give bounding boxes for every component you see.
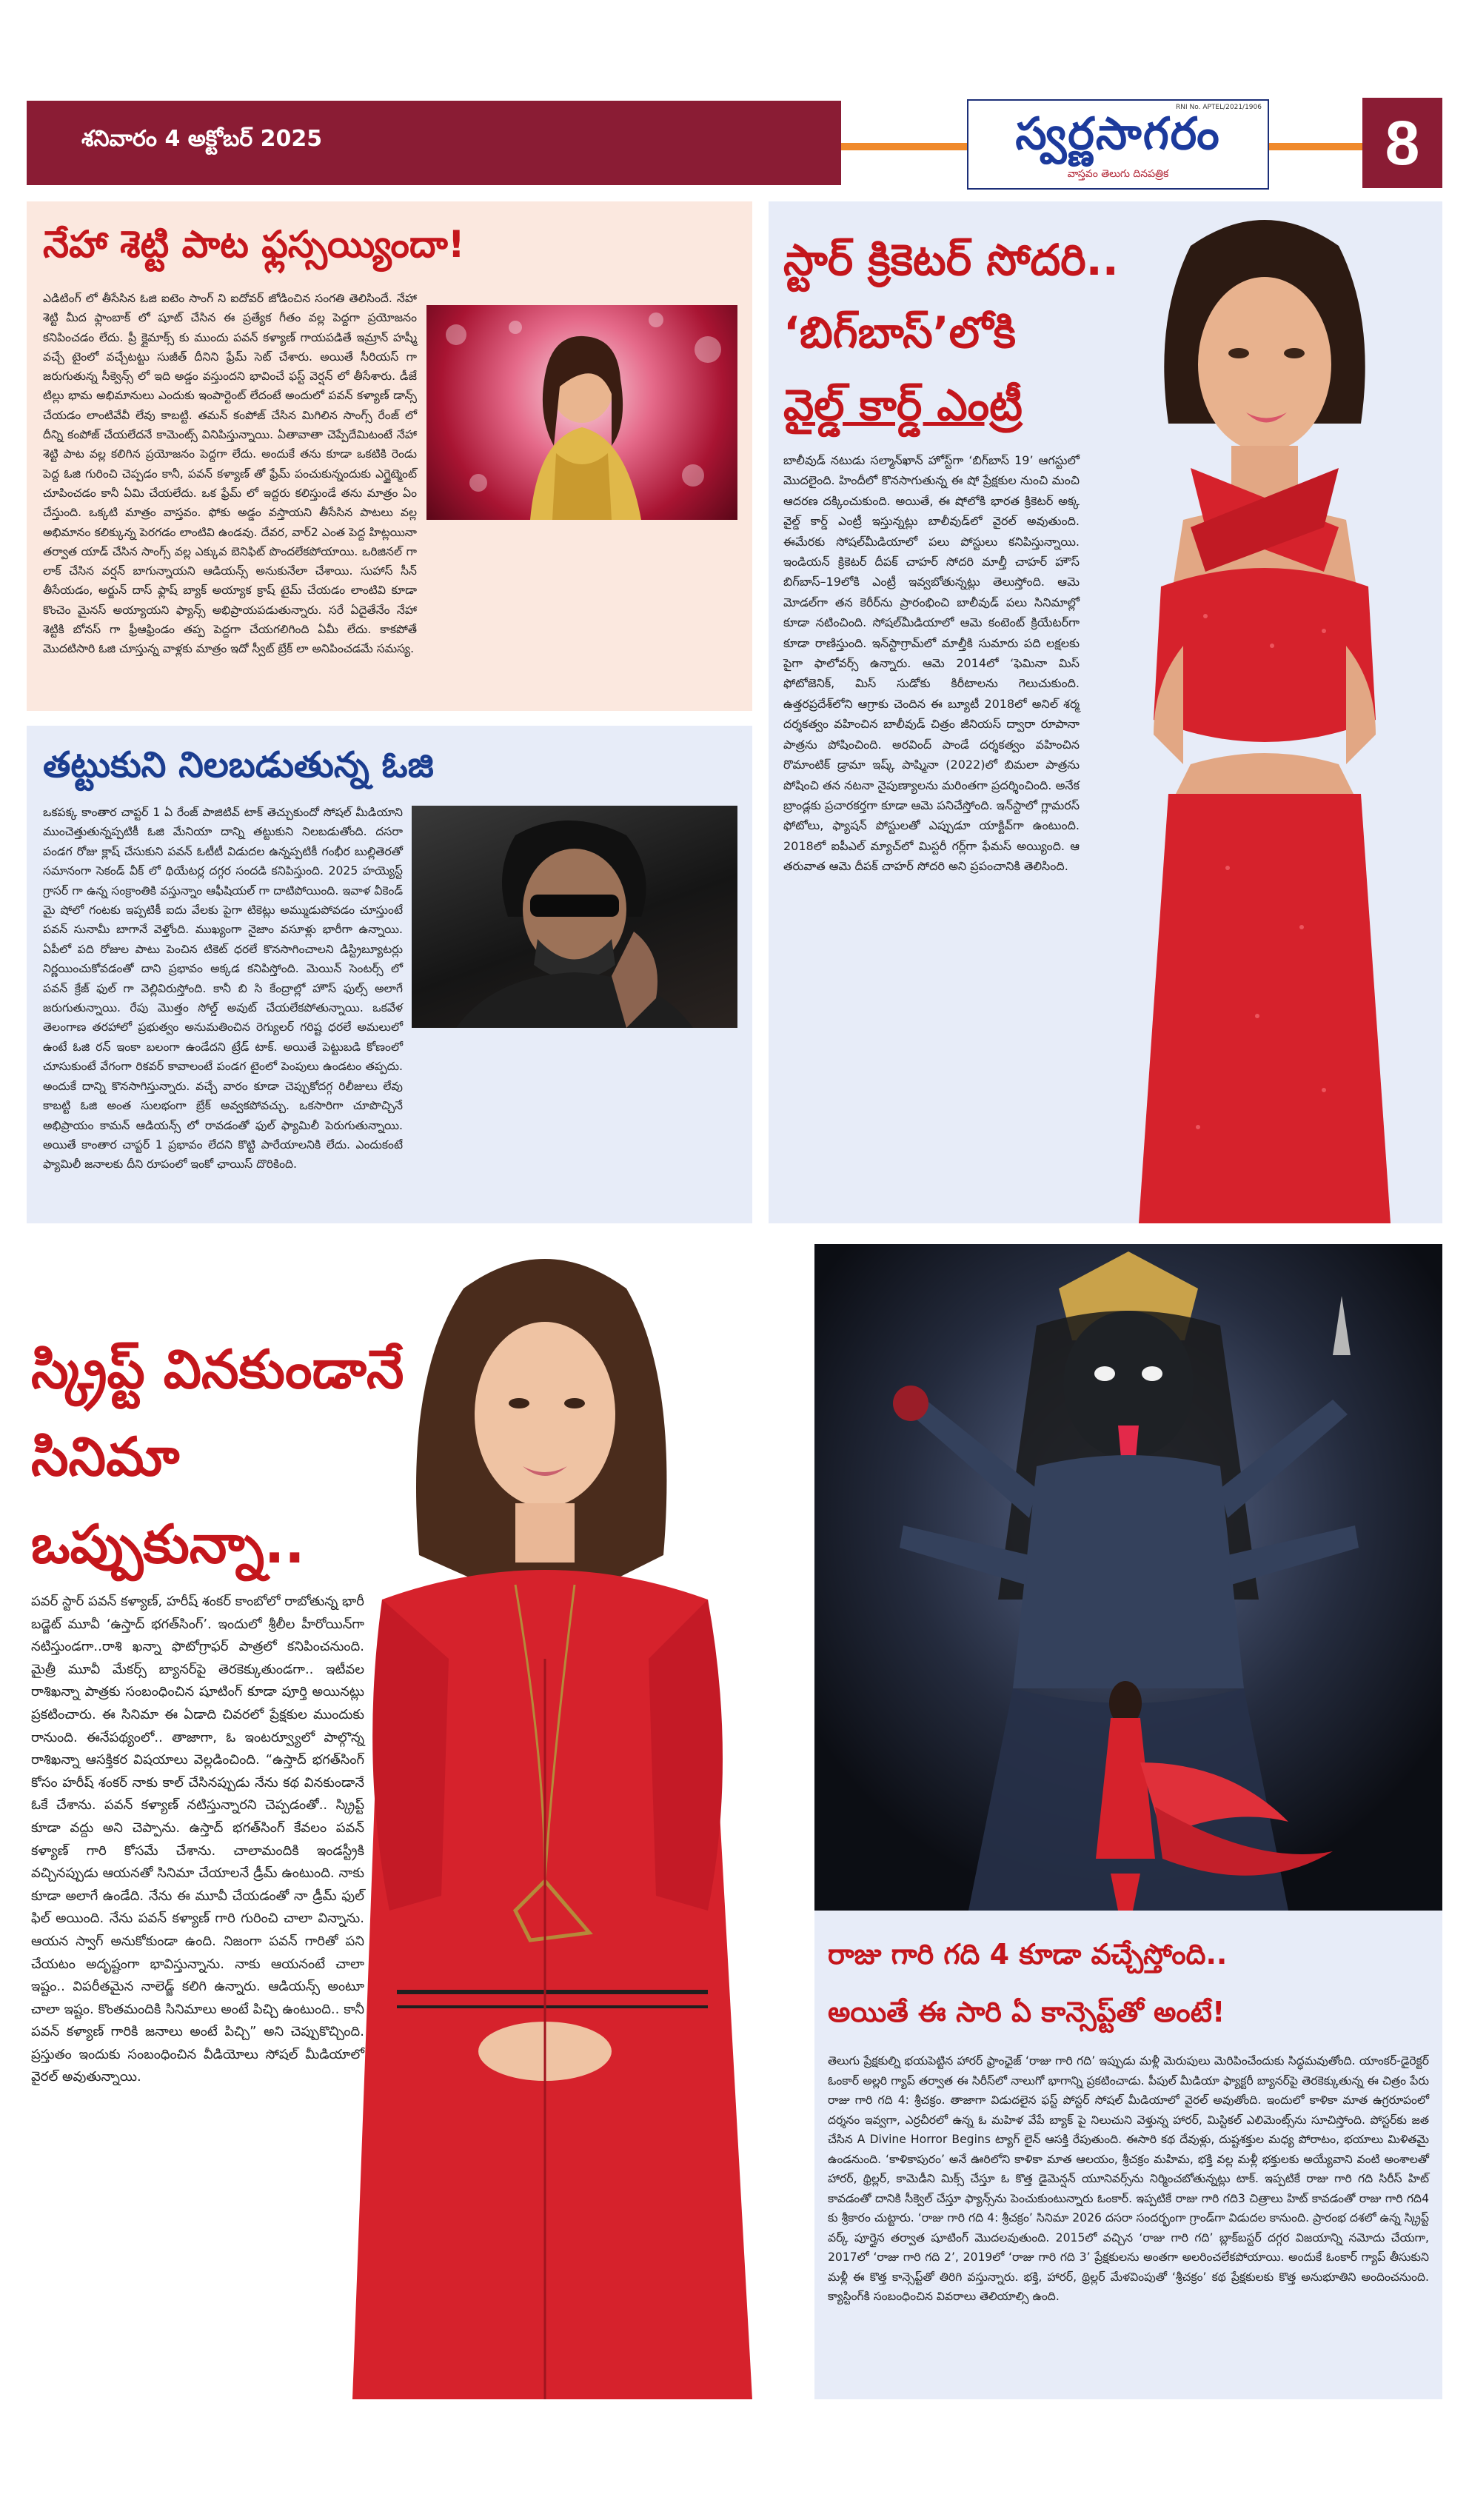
article-bigboss-title	[783, 224, 1242, 441]
article-rashi-body: పవర్ స్టార్ పవన్ కళ్యాణ్, హరీష్ శంకర్ కాంబోలో రాబోతున్న భారీ బడ్జెట్ మూవీ ‘ఉస్తాద్ భగత్‌సింగ్’. ఇందులో శ్రీలీల హీరోయిన్‌గా నటిస్తుండగా..రాశి ఖన్నా ఫొటోగ్రాఫర్ పాత్రలో కనిపించనుంది. మైత్రీ మూవీ మేకర్స్ బ్యానర్‌పై తెరకెక్కుతుండగా.. ఇటీవల రాశిఖన్నా పాత్రకు సంబంధించిన షూటింగ్ కూడా పూర్తి అయినట్లు ప్రకటించారు. ఈ సినిమా ఈ ఏడాది చివరలో ప్రేక్షకుల ముందుకు రానుంది. ఈనేపథ్యంలో.. తాజాగా, ఓ ఇంటర్వ్యూలో పాల్గొన్న రాశిఖన్నా ఆసక్తికర విషయాలు వెల్లడించింది. “ఉస్తాద్ భగత్‌సింగ్ కోసం హరీష్ శంకర్ నాకు కాల్ చేసినప్పుడు నేను కథ వినకుండానే ఓకే చేశాను. పవన్ కళ్యాణ్ నటిస్తున్నారని చెప్పడంతో.. స్క్రిప్ట్ కూడా వద్దు అని చెప్పాను. ఉస్తాద్ భగత్‌సింగ్ కేవలం పవన్ కళ్యాణ్ గారి కోసమే చేశాను. చాలామందికి ఇండస్ట్రీకి వచ్చినప్పుడు ఆయనతో సినిమా చేయాలనే డ్రీమ్ ఉంటుంది. నాకు కూడా అలాగే ఉండేది. నేను ఈ మూవీ చేయడంతో నా డ్రీమ్ ఫుల్ ఫిల్ అయింది. నేను పవన్ కళ్యాణ్ గారి గురించి చాలా విన్నాను. ఆయన స్వాగ్ అనుకోకుండా ఉంది. నిజంగా పవన్ గారితో పని చేయటం అదృష్టంగా భావిస్తున్నాను. నాకు ఆయనంటే చాలా ఇష్టం.. విపరీతమైన నాలెడ్జ్ కలిగి ఉన్నారు. ఆడియన్స్ అంటూ చాలా ఇష్టం. కొంతమందికి సినిమాలు అంటే పిచ్చి ఉంటుంది.. కానీ పవన్ కళ్యాణ్ గారికి జనాలు అంటే పిచ్చి” అని చెప్పుకొచ్చింది. ప్రస్తుతం ఇందుకు సంబంధించిన వీడియోలు సోషల్ మీడియాలో వైరల్ అవుతున్నాయి.	[31, 1594, 364, 2085]
article-rashi-title-line2: సినిమా	[31, 1426, 180, 1488]
page-number: 8	[1362, 98, 1442, 188]
logo-tagline: వాస్తవం తెలుగు దినపత్రిక	[1067, 168, 1169, 180]
article-raju-body: తెలుగు ప్రేక్షకుల్ని భయపెట్టిన హారర్ ఫ్రాంఛైజ్ ‘రాజు గారి గది’ ఇప్పుడు మళ్లీ మెరుపులు మెరిపించేందుకు సిద్ధమవుతోంది. యాంకర్-డైరెక్టర్ ఓంకార్ అల్లరి గ్యాప్ తర్వాత ఈ సిరీస్‌లో నాలుగో భాగాన్ని ప్రకటించాడు. పీపుల్ మీడియా ఫ్యాక్టరీ బ్యానర్‌పై తెరకెక్కుతున్న ఈ చిత్రం పేరు రాజు గారి గది 4: శ్రీచక్రం. తాజాగా విడుదలైన ఫస్ట్ పోస్టర్ సోషల్ మీడియాలో వైరల్ అవుతోంది. ఇందులో కాళికా మాత ఉగ్రరూపంలో దర్శనం ఇవ్వగా, ఎర్రచీరలో ఉన్న ఓ మహిళ వేపే బ్యాక్ పై నిలుచుని వెళ్తున్న హారర్, మిస్టికల్ ఎలిమెంట్స్‌ను సూచిస్తోంది. పోస్టర్‌కు జత చేసిన A Divine Horror Begins ట్యాగ్ లైన్ ఆసక్తి రేపుతుంది. ఈసారి కథ దేవుళ్లు, దుష్టశక్తుల మధ్య పోరాటం, భయాలు మిళితమై ఉండనుంది. ‘కాళికాపురం’ అనే ఊరిలోని కాళికా మాత ఆలయం, శ్రీచక్రం మహిమ, భక్తి వల్ల మళ్లీ భక్తులకు అయ్యేవాని వంటి అంశాలతో హారర్, థ్రిల్లర్, కామెడీని మిక్స్ చేస్తూ ఓ కొత్త డైమెన్షన్ యూనివర్స్‌ను నిర్మించబోతున్నట్లు టాక్. ఇప్పటికే రాజు గారి గది సిరీస్ హిట్ కావడంతో దానికి సీక్వెల్ చేస్తూ ఫ్యాన్స్‌ను పెంచుకుంటున్నారు ఓంకార్. ఇప్పటికే రాజు గారి గది3 చిత్రాలు హిట్ కావడంతో రాజు గారి గది4 కు శ్రీకారం చుట్టారు. ‘రాజు గారి గది 4: శ్రీచక్రం’ సినిమా 2026 దసరా సందర్భంగా గ్రాండ్‌గా విడుదల కానుంది. ప్రారంభ దశలో ఉన్న స్క్రిప్ట్ వర్క్ పూర్తైన తర్వాత షూటింగ్ మొదలవుతుంది. 2015లో వచ్చిన ‘రాజు గారి గది’ బ్లాక్‌బస్టర్ దగ్గర విజయాన్ని నమోదు చేయగా, 2017లో ‘రాజు గారి గది 2’, 2019లో ‘రాజు గారి గది 3’ ప్రేక్షకులను అంతగా అలరించలేకపోయాయి. అందుకే ఓంకార్ గ్యాప్ తీసుకుని మళ్లీ ఈ కొత్త కాన్సెప్ట్‌తో తిరిగి వస్తున్నారు. భక్తి, హారర్, థ్రిల్లర్ మేళవింపుతో ‘శ్రీచక్రం’ కథ ప్రేక్షకులకు కొత్త అనుభూతిని అందించనుంది. క్యాస్టింగ్‌కి సంబంధించిన వివరాలు తెలియాల్సి ఉంది.	[828, 2054, 1429, 2303]
article-og-title: తట్టుకుని నిలబడుతున్న ఓజి	[43, 744, 434, 786]
neha-photo-illustration	[426, 305, 737, 520]
article-bigboss-body: బాలీవుడ్ నటుడు సల్మాన్‌ఖాన్ హోస్ట్‌గా ‘బిగ్‌బాస్ 19’ ఆగస్టులో మొదలైంది. హిందీలో కొనసాగుతున్న ఈ షో ప్రేక్షకుల నుంచి మంచి ఆదరణ దక్కించుకుంది. అయితే, ఈ షోలోకి భారత క్రికెటర్ అక్క వైల్డ్ కార్డ్ ఎంట్రీ ఇస్తున్నట్లు బాలీవుడ్‌లో వైరల్ అవుతుంది. ఈమేరకు సోషల్‌మీడియాలో పలు పోస్టులు కనిపిస్తున్నాయి. ఇండియన్ క్రికెటర్ దీపక్ చాహర్ సోదరి మాల్తీ చాహర్ హౌస్ బిగ్‌బాస్–19లోకి ఎంట్రీ ఇవ్వబోతున్నట్లు తెలుస్తోంది. ఆమె మోడల్‌గా తన కెరీర్‌ను ప్రారంభించి బాలీవుడ్ పలు సినిమాల్లో కూడా నటించింది. సోషల్‌మీడియాలో ఆమె కంటెంట్ క్రియేటర్‌గా కూడా రాణిస్తుంది. ఇన్‌స్టాగ్రామ్‌లో మాల్తీకి సుమారు పది లక్షలకు పైగా ఫాలోవర్స్ ఉన్నారు. ఆమె 2014లో ‘ఫెమినా మిస్ ఫోటోజెనిక్, మిస్ సుడోకు కిరీటాలను గెలుచుకుంది. ఉత్తరప్రదేశ్‌లోని ఆగ్రాకు చెందిన ఈ బ్యూటీ 2018లో అనిల్ శర్మ దర్శకత్వం వహించిన బాలీవుడ్ చిత్రం జీనియస్ ద్వారా రూపానా పాత్రను పోషించింది. అరవింద్ పాండే దర్శకత్వం వహించిన రొమాంటిక్ డ్రామా ఇష్క్ పాష్మినా (2022)లో బిమలా పాత్రను పోషించి తన నటనా నైపుణ్యాలను మరింతగా ప్రదర్శించింది. అనేక బ్రాండ్లకు ప్రచారకర్తగా కూడా ఆమె పనిచేస్తోంది. ఇన్‌స్టాలో గ్లామరస్ ఫోటోలు, ఫ్యాషన్ పోస్టులతో ఎప్పుడూ యాక్టివ్‌గా ఉంటుంది. 2018లో ఐపీఎల్ మ్యాచ్‌లో మిస్టరీ గర్ల్‌గా ఫేమస్ అయ్యింది. ఆ తరువాత ఆమె దీపక్ చాహర్ సోదరి అని ప్రపంచానికి తెలిసింది.	[783, 453, 1080, 874]
article-raju-title-line2: అయితే ఈ సారి ఏ కాన్సెప్ట్‌తో అంటే!	[828, 1996, 1225, 2028]
article-raju-title	[828, 1925, 1435, 2041]
article-rashi-title-line3: ఒప్పుకున్నా..	[31, 1513, 305, 1575]
article-neha-panel	[27, 201, 752, 711]
article-bigboss-panel	[769, 201, 1442, 1223]
article-og-panel	[27, 726, 752, 1223]
article-bigboss-title-line1: స్టార్ క్రికెటర్ సోదరి..	[783, 235, 1119, 285]
header-rule-left	[841, 143, 967, 150]
neha-photo	[426, 305, 737, 520]
pawan-photo-illustration	[412, 806, 737, 1028]
logo-registration: RNI No. APTEL/2021/1906	[1176, 104, 1262, 111]
kali-poster	[814, 1244, 1442, 1911]
article-rashi-title-line1: స్క్రిప్ట్ వినకుండానే	[31, 1338, 404, 1400]
article-neha-body-part2	[43, 523, 739, 698]
pawan-photo	[412, 806, 737, 1028]
header-rule-right	[1266, 143, 1362, 150]
article-bigboss-title-line3: వైల్డ్ కార్డ్ ఎంట్రీ	[783, 380, 1023, 430]
masthead-logo	[967, 99, 1269, 190]
issue-date: శనివారం 4 అక్టోబర్ 2025	[81, 126, 323, 152]
article-rashi-panel	[27, 1244, 812, 2399]
kali-poster-illustration	[814, 1244, 1442, 1911]
article-raju-panel	[814, 1911, 1442, 2399]
article-bigboss-title-line2: ‘బిగ్‌బాస్’లోకి	[783, 307, 1016, 358]
article-neha-body-part1: ఎడిటింగ్ లో తీసేసిన ఓజి ఐటెం సాంగ్ ని ఐదోవర్ జోడించిన సంగతి తెలిసిందే. నేహా శెట్టి మీద ఫ్లాంబాక్ లో షూట్ చేసిన ఈ ప్రత్యేక గీతం వల్ల పెద్దగా ప్రయోజనం కనిపించడం లేదు. ప్రీ క్లైమాక్స్ కు ముందు పవన్ కళ్యాణ్ గాయపడితే ఇమ్రాన్ హష్మీ వచ్చే టైంలో వచ్చేటట్టు సుజీత్ దీనిని ఫ్రేమ్ సెట్ చేశారు. అయితే సీరియస్ గా జరుగుతున్న సీక్వెన్స్ లో ఇది అడ్డం వస్తుందని భావించే ఫస్ట్ వెర్షన్ లో తీసేశారు. డీజే టిల్లు భామ అభిమానులు ఎందుకు ఇంపార్టెంట్ లేదంటే అందులో పవన్ కళ్యాణ్ డాన్స్ చేయడం లాంటివేవీ లేవు కాబట్టి. తమన్ కంపోజ్ చేసిన మిగిలిన సాంగ్స్ రేంజ్ లో దీన్ని కంపోజ్ చేయలేదనే కామెంట్స్ వినిపిస్తున్నాయి. ఏతావాతా చెప్పేదేమిటంటే నేహా శెట్టి పాట వల్ల కలిగిన ప్రయోజనం పెద్దగా లేదు. అందుకే తను కూడా ఒకటికి రెండు పెద్ద ఓజి గురించి చెప్పడం కానీ, పవన్ కళ్యాణ్ తో ఫ్రేమ్ పంచుకున్నందుకు ఎగ్జైట్మెంట్ చూపించడం కానీ ఏమి చేయలేదు. ఒక ఫ్రేమ్ లో ఇద్దరు కలిస్తుండే తను మాత్రం ఏం చేస్తుంది. ఒక్కటి మాత్రం వాస్తవం. ఫోకు అడ్డం వస్తాయని తీసేసిన పాటలు వల్ల అభిమానం కలిక్కున్న పెరగడం లాంటివి ఉండవు. దేవర, వార్2 ఎంత పెద్ద హిట్లయినా తర్వాత యాడ్ చేసిన సాంగ్స్ వల్ల ఎక్కువ బెనిఫిట్ పొందలేకపోయాయి. ఒరిజినల్ గా లాక్ చేసిన వర్షన్ బాగున్నాయని ఆడియన్స్ అనుకునేలా చేశాయి. సుహాస్ సీన్ తీసేయడం, అర్జున్ దాస్ ఫ్లాష్ బ్యాక్ అయ్యాక క్రాష్ టైమ్ చేయడం లాంటివి కూడా కొంచెం మైనస్ అయ్యాయని ఫ్యాన్స్ అభిప్రాయపడుతున్నారు. సరే ఏదైతేనేం నేహా శెట్టికి బోనస్ గా ఫ్రీఆఫ్రిండం తప్ప పెద్దగా చేయగలిగింది ఏమీ లేదు. కాకపోతే మొదటిసారి ఓజి చూస్తున్న వాళ్లకు మాత్రం ఇదో స్వీట్ బ్రేక్ లా అనిపించడమే సమస్య.	[43, 292, 417, 656]
logo-text: స్వర్ణసాగరం	[1015, 108, 1221, 160]
article-og-body: ఒకపక్క కాంతార చాప్టర్ 1 ఏ రేంజ్ పాజిటివ్ టాక్ తెచ్చుకుందో సోషల్ మీడియాని ముంచెత్తుతున్నప్పటికీ ఓజి మేనియా దాన్ని తట్టుకుని నిలబడుతోంది. దసరా పండగ రోజు క్లాష్ చేసుకుని పవన్ ఓటీటీ విడుదల ఉన్నప్పటికీ గంభీర బుల్లితెరతో సమానంగా సెకండ్ వీక్ లో థియేటర్ల దగ్గర సందడి కనిపిస్తుంది. 2025 హయ్యెస్ట్ గ్రాసర్ గా ఉన్న సంక్రాంతికి వస్తున్నాం ఆఫీషియల్ గా దాటిపోయింది. ఇవాళ వీకెండ్ మై షోలో గంటకు ఇప్పటికీ ఐదు వేలకు పైగా టికెట్లు అమ్ముడుపోవడం చూస్తుంటే పవన్ సునామీ బాగానే వెళ్తోంది. ముఖ్యంగా నైజాం వసూళ్లు భారీగా ఉన్నాయి. ఏపీలో పది రోజుల పాటు పెంచిన టికెట్ ధరలే కొనసాగించాలని డిస్ట్రిబ్యూటర్లు నిర్ణయించుకోవడంతో దాని ప్రభావం అక్కడ కనిపిస్తోంది. మెయిన్ సెంటర్స్ లో పవన్ క్రేజ్ ఫుల్ గా వెల్లివిరుస్తోంది. కానీ బి సి కేంద్రాల్లో హౌస్ ఫుల్స్ అలాగే జరుగుతున్నాయి. రేపు మొత్తం సోల్డ్ అవుట్ చేయలేకపోతున్నాయి. ఒకవేళ తెలంగాణ తరహాలో ప్రభుత్వం అనుమతించిన రెగ్యులర్ గరిష్ట ధరలే అమలులో ఉంటే ఓజి రన్ ఇంకా బలంగా ఉండేదని ట్రేడ్ టాక్. అయితే పెట్టుబడి కోణంలో చూసుకుంటే వేగంగా రికవర్ కావాలంటే పండగ టైంలో పెంపులు ఉండటం తప్పదు. అందుకే దాన్ని కొనసాగిస్తున్నారు. వచ్చే వారం కూడా చెప్పుకోదగ్గ రిలీజులు లేవు కాబట్టి ఓజి అంత సులభంగా బ్రేక్ అవ్వకపోవచ్చు. ఒకసారిగా చూపొచ్చినే అభిప్రాయం కామన్ ఆడియన్స్ లో రావడంతో ఫుల్ ఫ్యామిలీ పెరుగుతున్నాయి. అయితే కాంతార చాప్టర్ 1 ప్రభావం లేదని కొట్టి పారేయాలనికి లేదు. ఎందుకంటే ఫ్యామిలీ జనాలకు దీని రూపంలో ఇంకో ఛాయిస్ దొరికింది.	[43, 806, 403, 1172]
article-rashi-title	[31, 1326, 446, 1588]
article-neha-title: నేహా శెట్టి పాట ఫ్లస్సయ్యిందా!	[43, 223, 465, 266]
article-raju-title-line1: రాజు గారి గది 4 కూడా వచ్చేస్తోంది..	[828, 1938, 1228, 1971]
